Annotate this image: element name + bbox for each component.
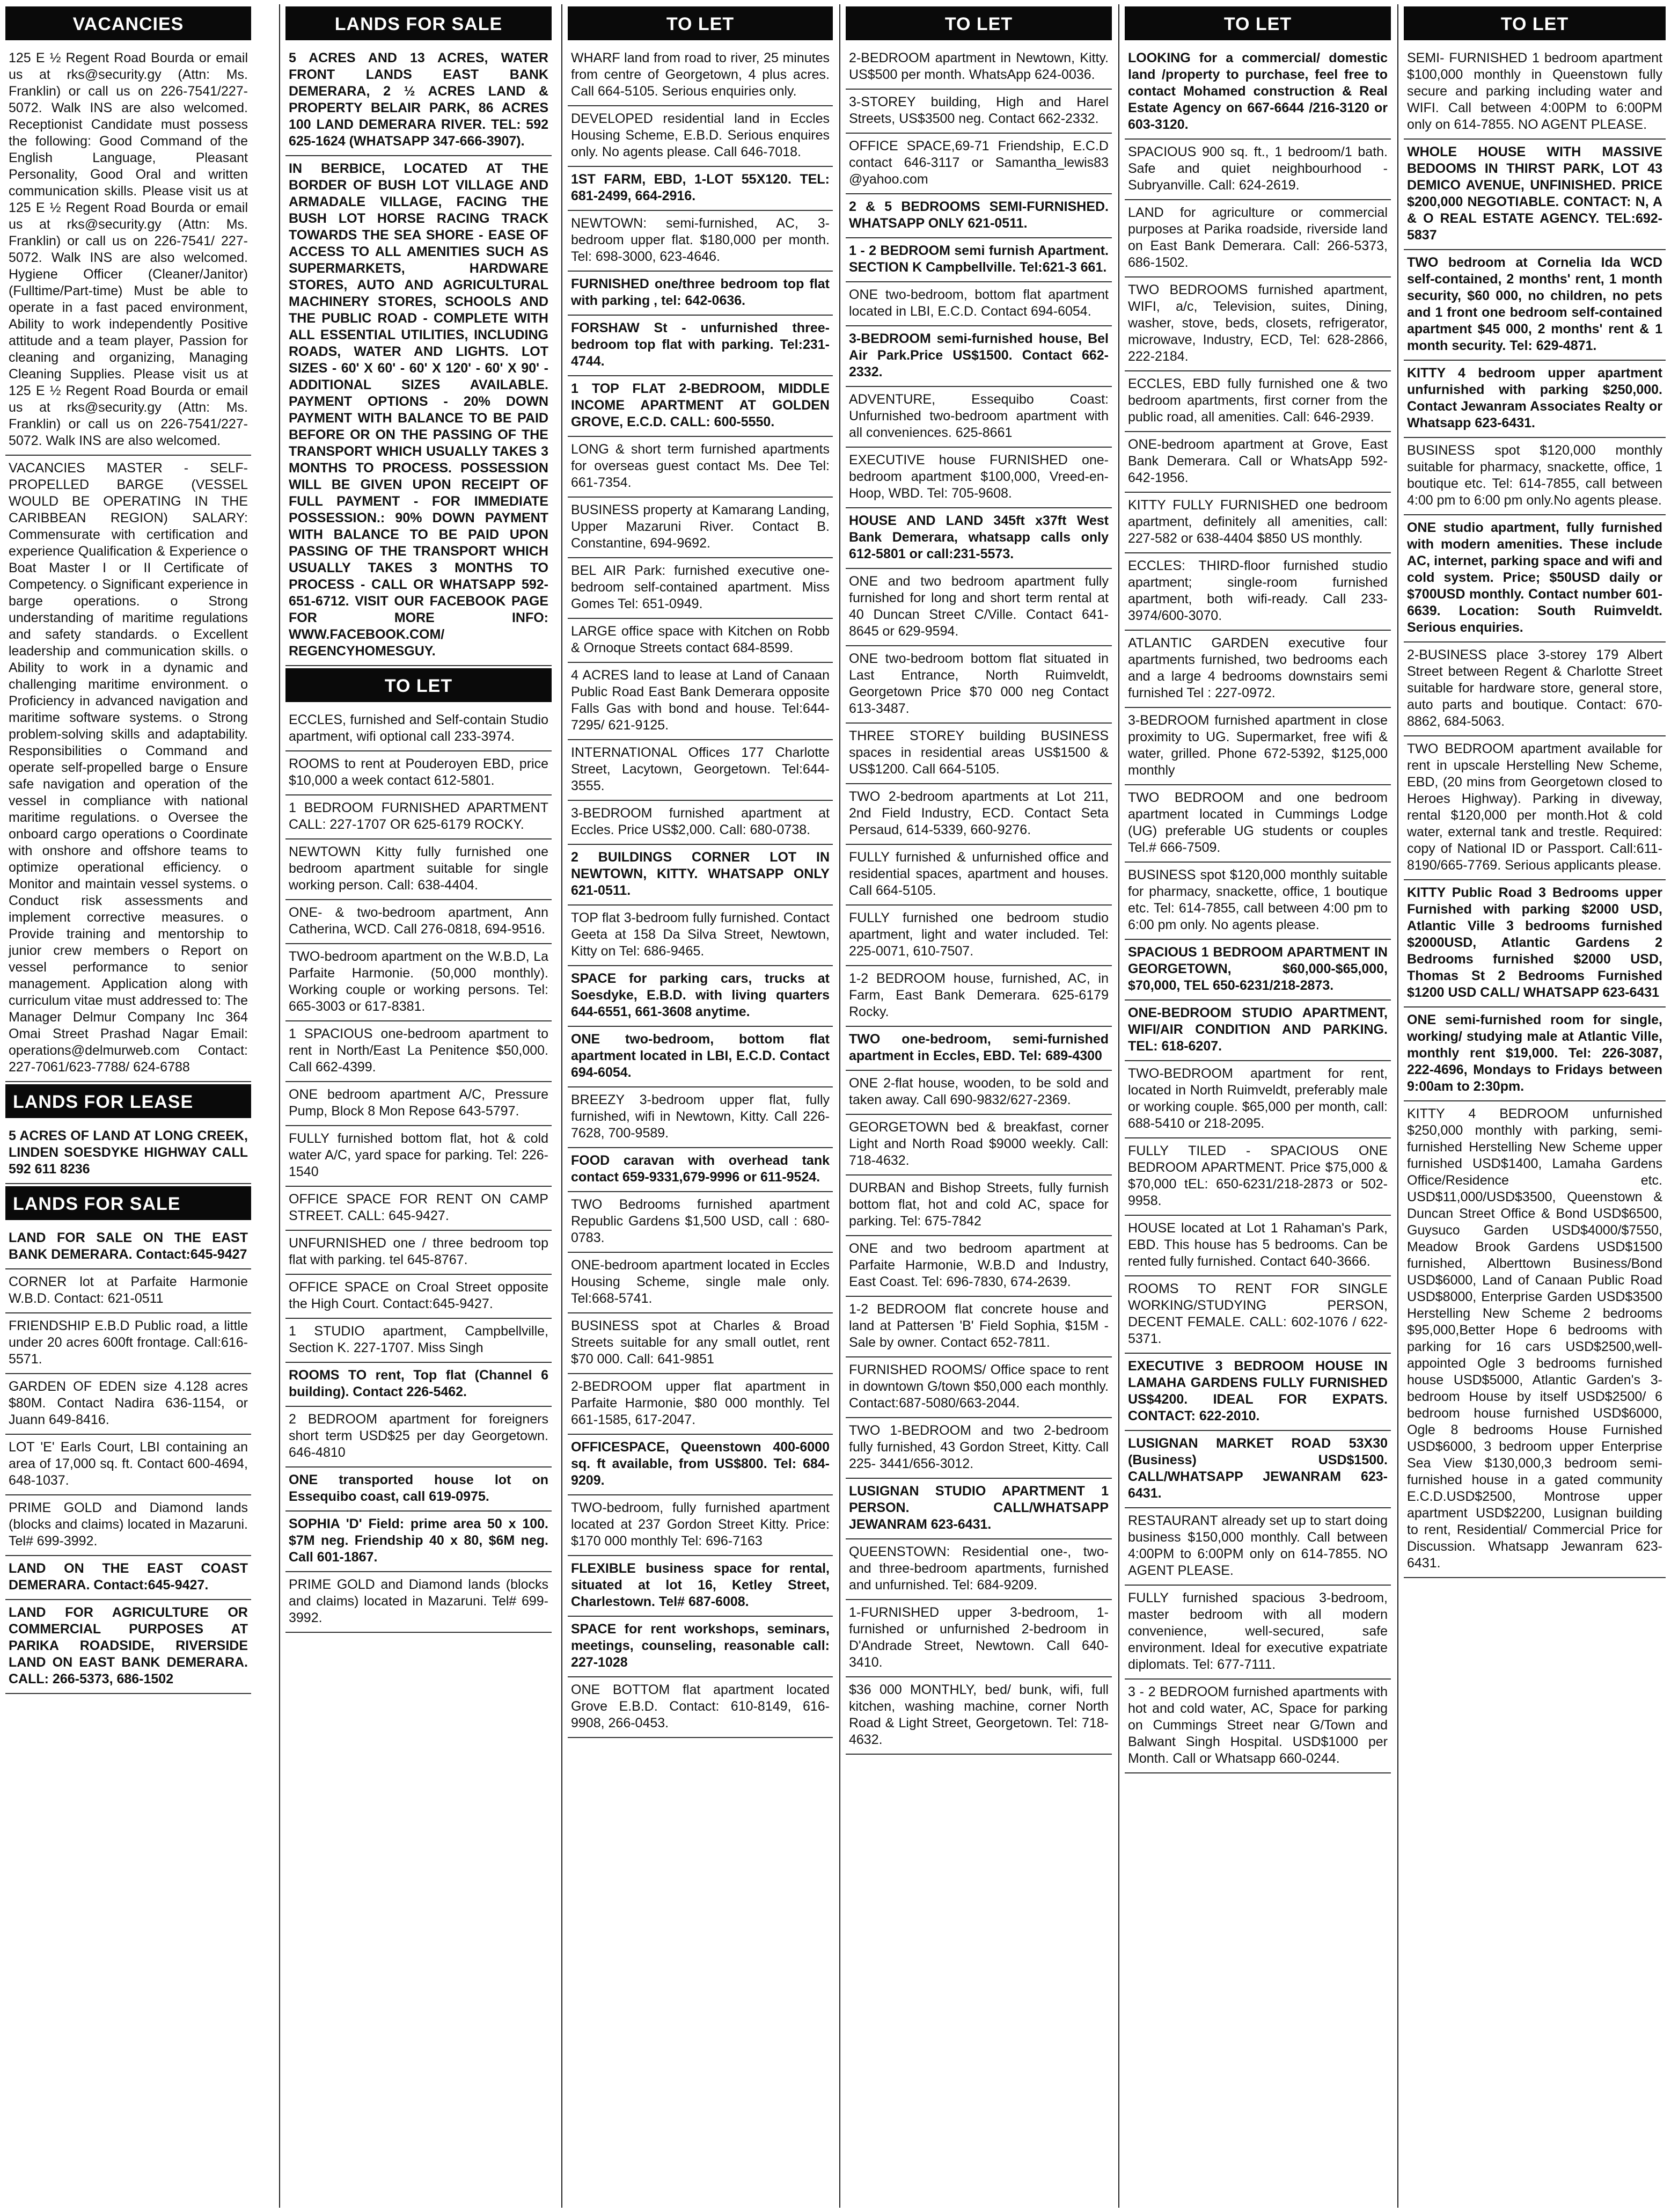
classified-ad: FORSHAW St - unfurnished three-bedroom top flat with parking. Tel:231-4744. — [568, 316, 833, 376]
classified-ad: LUSIGNAN MARKET ROAD 53X30 (Business) USD$1500. CALL/WHATSAPP JEWANRAM 623-6431. — [1125, 1431, 1391, 1508]
column-5 — [1118, 4, 1396, 2208]
classified-ad: SPACE for parking cars, trucks at Soesdyke, E.B.D. with living quarters 644-6551, 661-3608 anytime. — [568, 966, 833, 1027]
classified-ad: LAND FOR AGRICULTURE OR COMMERCIAL PURPOSES AT PARIKA ROADSIDE, RIVERSIDE LAND ON EAST BANK DEMERARA. CALL: 266-5373, 686-1502 — [5, 1600, 251, 1694]
classified-ad: 1-2 BEDROOM house, furnished, AC, in Farm, East Bank Demerara. 625-6179 Rocky. — [846, 966, 1112, 1027]
column-4 — [839, 4, 1117, 2208]
classified-ad: ONE 2-flat house, wooden, to be sold and taken away. Call 690-9832/627-2369. — [846, 1071, 1112, 1115]
section-header-to-let: TO LET — [568, 6, 833, 40]
classified-ad: SEMI- FURNISHED 1 bedroom apartment $100,000 monthly in Queenstown fully secure and parking including water and WIFI. Call between 4:00PM to 6:00PM only on 614-7855. NO AGENT PLEASE. — [1404, 46, 1666, 140]
classified-ad: LOOKING for a commercial/ domestic land /property to purchase, feel free to contact Mohamed construction & Real Estate Agency on 667-6644 /216-3120 or 603-3120. — [1125, 46, 1391, 140]
classified-ad: FURNISHED ROOMS/ Office space to rent in downtown G/town $50,000 each monthly. Contact:687-5080/663-2044. — [846, 1357, 1112, 1418]
section-header-lands-for-sale: LANDS FOR SALE — [285, 6, 552, 40]
classified-ad: 1ST FARM, EBD, 1-LOT 55X120. TEL: 681-2499, 664-2916. — [568, 167, 833, 211]
classified-ad: KITTY FULLY FURNISHED one bedroom apartment, definitely all amenities, call: 227-582 or 638-4404 $850 US monthly. — [1125, 493, 1391, 553]
classified-ad: 3-BEDROOM semi-furnished house, Bel Air Park.Price US$1500. Contact 662-2332. — [846, 326, 1112, 387]
classified-ad: TWO BEDROOM and one bedroom apartment located in Cummings Lodge (UG) preferable UG students or couples Tel.# 666-7509. — [1125, 785, 1391, 863]
classified-ad: ONE semi-furnished room for single, working/ studying male at Atlantic Ville, monthly rent $19,000. Tel: 226-3087, 222-4696, Mondays to Fridays between 9:00am to 2:30pm. — [1404, 1008, 1666, 1101]
classified-ad: 1 TOP FLAT 2-BEDROOM, MIDDLE INCOME APARTMENT AT GOLDEN GROVE, E.C.D. CALL: 600-5550. — [568, 376, 833, 437]
classified-ad: HOUSE AND LAND 345ft x37ft West Bank Demerara, whatsapp calls only 612-5801 or call:231-5573. — [846, 508, 1112, 569]
classified-ad: ONE two-bedroom, bottom flat apartment located in LBI, E.C.D. Contact 694-6054. — [568, 1027, 833, 1087]
ad-list — [846, 46, 1112, 1755]
classified-ad: TWO bedroom at Cornelia Ida WCD self-contained, 2 months' rent, 1 month security, $60 000, no children, no pets and 1 front one bedroom self-contained apartment $45 000, 2 months' rent & 1 month security. Tel: 629-4871. — [1404, 250, 1666, 361]
classified-ad: 1 - 2 BEDROOM semi furnish Apartment. SECTION K Campbellville. Tel:621-3 661. — [846, 238, 1112, 282]
classified-ad: BEL AIR Park: furnished executive one-bedroom self-contained apartment. Miss Gomes Tel: 651-0949. — [568, 558, 833, 619]
classified-ad: ROOMS TO rent, Top flat (Channel 6 building). Contact 226-5462. — [285, 1363, 552, 1407]
classified-ad: FOOD caravan with overhead tank contact 659-9331,679-9996 or 611-9524. — [568, 1148, 833, 1192]
classified-ad: RESTAURANT already set up to start doing business $150,000 monthly. Call between 4:00PM to 6:00PM only on 614-7855. NO AGENT PLEASE. — [1125, 1508, 1391, 1586]
classified-ad: INTERNATIONAL Offices 177 Charlotte Street, Lacytown, Georgetown. Tel:644-3555. — [568, 740, 833, 801]
classified-ad: ONE studio apartment, fully furnished with modern amenities. These include AC, internet, parking space and wifi and cold system. Price; $50USD daily or $700USD monthly. Contact number 601-6639. Location: South Ruimveldt. Serious enquiries. — [1404, 515, 1666, 643]
classified-ad: LUSIGNAN STUDIO APARTMENT 1 PERSON. CALL/WHATSAPP JEWANRAM 623-6431. — [846, 1479, 1112, 1539]
classified-ad: CORNER lot at Parfaite Harmonie W.B.D. Contact: 621-0511 — [5, 1269, 251, 1313]
ad-list — [5, 46, 251, 1082]
classified-ad: SOPHIA 'D' Field: prime area 50 x 100. $7M neg. Friendship 40 x 80, $6M neg. Call 601-1867. — [285, 1512, 552, 1572]
classified-ad: LONG & short term furnished apartments for overseas guest contact Ms. Dee Tel: 661-7354. — [568, 437, 833, 498]
classified-ad: KITTY 4 BEDROOM unfurnished $250,000 monthly with parking, semi-furnished Herstelling New Scheme upper furnished USD$1400, Lamaha Gardens Office/Residence etc. USD$11,000/USD$3500, Queenstown & Duncan Street Office & Bond USD$6500, Guysuco Garden USD$4000/$7550, Meadow Brook Gardens USD$1500 furnished, Alberttown Business/Bond USD$6000, Land of Canaan Public Road USD$8000, Enterprise Garden USD$3500 Herstelling New Scheme 2 bedrooms $95,000,Better Hope 6 bedrooms with parking for 16 cars USD$2500,well-appointed Ogle 3 bedrooms furnished house USD$5000, Atlantic Garden's 3-bedroom House by itself USD$2500/ 6 bedroom house furnished USD$6000, Ogle 8 bedrooms House Furnished USD$6000, 3 bedroom upper Enterprise Sea View $130,000,3 bedroom semi-furnished house in a gated community E.C.D.USD$2500, Montrose upper apartment USD$2200, Lusignan building to rent, Residential/ Commercial Price for Discussion. Whatsapp Jewanram 623-6431. — [1404, 1101, 1666, 1578]
section-header-vacancies: VACANCIES — [5, 6, 251, 40]
classified-ad: 3-STOREY building, High and Harel Streets, US$3500 neg. Contact 662-2332. — [846, 90, 1112, 134]
section-header-to-let: TO LET — [1125, 6, 1391, 40]
column-3 — [561, 4, 838, 2208]
classified-ad: ECCLES, furnished and Self-contain Studio apartment, wifi optional call 233-3974. — [285, 707, 552, 751]
classified-ad: NEWTOWN Kitty fully furnished one bedroom apartment suitable for single working person. Call: 638-4404. — [285, 839, 552, 900]
classified-ad: TWO 2-bedroom apartments at Lot 211, 2nd Field Industry, ECD. Contact Seta Persaud, 614-5339, 660-9276. — [846, 784, 1112, 845]
classified-ad: FLEXIBLE business space for rental, situated at lot 16, Ketley Street, Charlestown. Tel# 687-6008. — [568, 1556, 833, 1617]
classified-ad: ONE two-bedroom, bottom flat apartment located in LBI, E.C.D. Contact 694-6054. — [846, 282, 1112, 326]
classified-ad: ONE and two bedroom apartment at Parfaite Harmonie, W.B.D and Industry, East Coast. Tel: 696-7830, 674-2639. — [846, 1236, 1112, 1297]
classified-ad: THREE STOREY building BUSINESS spaces in residential areas US$1500 & US$1200. Call 664-5105. — [846, 724, 1112, 784]
ad-list — [285, 46, 552, 666]
classified-ad: EXECUTIVE 3 BEDROOM HOUSE IN LAMAHA GARDENS FULLY FURNISHED US$4200. IDEAL FOR EXPATS. CONTACT: 622-2010. — [1125, 1354, 1391, 1431]
classified-ad: FULLY furnished spacious 3-bedroom, master bedroom with all modern convenience, well-secured, safe environment. Ideal for executive expatriate diplomats. Tel: 677-7111. — [1125, 1586, 1391, 1680]
classified-ad: WHOLE HOUSE WITH MASSIVE BEDOOMS IN THIRST PARK, LOT 43 DEMICO AVENUE, UNFINISHED. PRICE $200,000 NEGOTIABLE. CONTACT: N, A & O REAL ESTATE AGENCY. TEL:692-5837 — [1404, 140, 1666, 250]
classified-ad: 1 STUDIO apartment, Campbellville, Section K. 227-1707. Miss Singh — [285, 1319, 552, 1363]
classified-ad: 125 E ½ Regent Road Bourda or email us at rks@security.gy (Attn: Ms. Franklin) or call us on 226-7541/227-5072. Walk INS are also welcomed. Receptionist Candidate must possess the following: Good Command of the English Language, Pleasant Personality, Good Oral and written communication skills. Please visit us at 125 E ½ Regent Road Bourda or email us at rks@security.gy (Attn: Ms. Franklin) or call us on 226-7541/ 227-5072. Walk INS are also welcomed. Hygiene Officer (Cleaner/Janitor) (Fulltime/Part-time) Must be able to operate in a fast paced environment, Ability to work independently Positive attitude and a team player, Passion for cleaning and organizing, Managing Cleaning Supplies. Please visit us at 125 E ½ Regent Road Bourda or email us at rks@security.gy (Attn: Ms. Franklin) or call us on 226-7541/227-5072. Walk INS are also welcomed. — [5, 46, 251, 456]
classified-ad: BREEZY 3-bedroom upper flat, fully furnished, wifi in Newtown, Kitty. Call 226-7628, 700-9589. — [568, 1087, 833, 1148]
section-header-to-let: TO LET — [285, 668, 552, 702]
classified-ad: ONE-bedroom apartment located in Eccles Housing Scheme, single male only. Tel:668-5741. — [568, 1253, 833, 1313]
classified-ad: ONE and two bedroom apartment fully furnished for long and short term rental at 40 Duncan Street C/Ville. Contact 641-8645 or 629-9594. — [846, 569, 1112, 646]
classified-ad: 5 ACRES AND 13 ACRES, WATER FRONT LANDS EAST BANK DEMERARA, 2 ½ ACRES LAND & PROPERTY BELAIR PARK, 86 ACRES 100 LAND DEMERARA RIVER. TEL: 592 625-1624 (WHATSAPP 347-666-3907). — [285, 46, 552, 156]
classified-ad: SPACIOUS 900 sq. ft., 1 bedroom/1 bath. Safe and quiet neighbourhood - Subryanville. Call: 624-2619. — [1125, 140, 1391, 200]
classified-ad: ROOMS to rent at Pouderoyen EBD, price $10,000 a week contact 612-5801. — [285, 751, 552, 795]
classified-ad: LARGE office space with Kitchen on Robb & Ornoque Streets contact 684-8599. — [568, 619, 833, 663]
classified-ad: SPACIOUS 1 BEDROOM APARTMENT IN GEORGETOWN, $60,000-$65,000, $70,000, TEL 650-6231/218-2873. — [1125, 940, 1391, 1001]
ad-list — [5, 1225, 251, 1694]
classified-ad: PRIME GOLD and Diamond lands (blocks and claims) located in Mazaruni. Tel# 699-3992. — [5, 1495, 251, 1556]
classified-ad: ONE bedroom apartment A/C, Pressure Pump, Block 8 Mon Repose 643-5797. — [285, 1082, 552, 1126]
classified-ad: FURNISHED one/three bedroom top flat with parking , tel: 642-0636. — [568, 272, 833, 316]
classified-ad: IN BERBICE, LOCATED AT THE BORDER OF BUSH LOT VILLAGE AND ARMADALE VILLAGE, FACING THE BUSH LOT HORSE RACING TRACK TOWARDS THE SEA SHORE - EASE OF ACCESS TO ALL AMENITIES SUCH AS SUPERMARKETS, HARDWARE STORES, AUTO AND AGRICULTURAL MACHINERY STORES, SCHOOLS AND THE PUBLIC ROAD - COMPLETE WITH ALL ESSENTIAL UTILITIES, INCLUDING ROADS, WATER AND LIGHTS. LOT SIZES - 60' X 60' - 60' X 120' - 60' X 90' - ADDITIONAL SIZES AVAILABLE. PAYMENT OPTIONS - 20% DOWN PAYMENT WITH BALANCE TO BE PAID BEFORE OR ON THE PASSING OF THE TRANSPORT WHICH USUALLY TAKES 3 MONTHS TO PROCESS. POSSESSION WILL BE GIVEN UPON RECEIPT OF FULL PAYMENT - FOR IMMEDIATE POSSESSION.: 90% DOWN PAYMENT WITH BALANCE TO BE PAID UPON PASSING OF THE TRANSPORT WHICH USUALLY TAKES 3 MONTHS TO PROCESS - CALL OR WHATSAPP 592-651-6712. VISIT OUR FACEBOOK PAGE FOR MORE INFO: WWW.FACEBOOK.COM/ REGENCYHOMESGUY. — [285, 156, 552, 666]
classified-ad: QUEENSTOWN: Residential one-, two- and three-bedroom apartments, furnished and unfurnished. Tel: 684-9209. — [846, 1539, 1112, 1600]
classified-ad: 3-BEDROOM furnished apartment at Eccles. Price US$2,000. Call: 680-0738. — [568, 801, 833, 845]
classified-ad: GARDEN OF EDEN size 4.128 acres $80M. Contact Nadira 636-1154, or Juann 649-8416. — [5, 1374, 251, 1435]
section-header-to-let: TO LET — [1404, 6, 1666, 40]
classified-ad: TWO 1-BEDROOM and two 2-bedroom fully furnished, 43 Gordon Street, Kitty. Call 225- 3441/656-3012. — [846, 1418, 1112, 1479]
classified-ad: LOT 'E' Earls Court, LBI containing an area of 17,000 sq. ft. Contact 600-4694, 648-1037. — [5, 1435, 251, 1495]
classified-ad: ONE two-bedroom bottom flat situated in Last Entrance, North Ruimveldt, Georgetown Price $70 000 neg Contact 613-3487. — [846, 646, 1112, 724]
section-header-lands-for-lease: LANDS FOR LEASE — [5, 1084, 251, 1118]
classified-ad: 2-BUSINESS place 3-storey 179 Albert Street between Regent & Charlotte Street suitable for hardware store, general store, auto parts and boutique. Contact: 670-8862, 684-5063. — [1404, 643, 1666, 736]
classified-ad: BUSINESS property at Kamarang Landing, Upper Mazaruni River. Contact B. Constantine, 694-9692. — [568, 498, 833, 558]
classified-ad: 3 - 2 BEDROOM furnished apartments with hot and cold water, AC, Space for parking on Cummings Street near G/Town and Balwant Singh Hospital. USD$1000 per Month. Call or Whatsapp 660-0244. — [1125, 1680, 1391, 1773]
classified-ad: BUSINESS spot $120,000 monthly suitable for pharmacy, snackette, office, 1 boutique etc. Tel: 614-7855, call between 4:00 pm to 6:00 pm only. No agents please. — [1125, 863, 1391, 940]
classified-ad: 2 BEDROOM apartment for foreigners short term USD$25 per day Georgetown. 646-4810 — [285, 1407, 552, 1468]
classified-ad: VACANCIES MASTER - SELF-PROPELLED BARGE (VESSEL WOULD BE OPERATING IN THE CARIBBEAN REGION) SALARY: Commensurate with certification and experience Qualification & Experience o Boat Master I or II Certificate of Competency. o Significant experience in barge operations. o Strong understanding of maritime regulations and safety standards. o Excellent leadership and communication skills. o Ability to work in a dynamic and challenging maritime environment. o Proficiency in advanced navigation and maritime software systems. o Strong problem-solving skills and adaptability. Responsibilities o Command and operate self-propelled barge o Ensure safe navigation and operation of the vessel in compliance with national maritime regulations. o Oversee the onboard cargo operations o Coordinate with onshore and offshore teams to optimize operational efficiency. o Monitor and maintain vessel systems. o Conduct risk assessments and implement corrective measures. o Provide training and mentorship to junior crew members o Report on vessel performance to senior management. Application along with curriculum vitae must addressed to: The Manager Delmur Company Inc 364 Omai Street Prashad Nagar Email: operations@delmurweb.com Contact: 227-7061/623-7788/ 624-6788 — [5, 456, 251, 1082]
column-6 — [1397, 4, 1671, 2208]
classified-ad: FULLY furnished & unfurnished office and residential spaces, apartment and houses. Call 664-5105. — [846, 845, 1112, 906]
classified-ad: TOP flat 3-bedroom fully furnished. Contact Geeta at 158 Da Silva Street, Newtown, Kitty on Tel: 686-9465. — [568, 906, 833, 966]
classified-ad: KITTY 4 bedroom upper apartment unfurnished with parking $250,000. Contact Jewanram Associates Realty or Whatsapp 623-6431. — [1404, 361, 1666, 438]
classified-ad: ADVENTURE, Essequibo Coast: Unfurnished two-bedroom apartment with all conveniences. 625-8661 — [846, 387, 1112, 448]
classified-ad: DEVELOPED residential land in Eccles Housing Scheme, E.B.D. Serious enquires only. No agents please. Call 646-7018. — [568, 106, 833, 167]
classified-ad: 1 SPACIOUS one-bedroom apartment to rent in North/East La Penitence $50,000. Call 662-4399. — [285, 1021, 552, 1082]
classified-ad: FULLY furnished bottom flat, hot & cold water A/C, yard space for parking. Tel: 226-1540 — [285, 1126, 552, 1187]
classified-ad: $36 000 MONTHLY, bed/ bunk, wifi, full kitchen, washing machine, corner North Road & Light Street, Georgetown. Tel: 718-4632. — [846, 1677, 1112, 1755]
classified-ad: UNFURNISHED one / three bedroom top flat with parking. tel 645-8767. — [285, 1231, 552, 1275]
classified-ad: DURBAN and Bishop Streets, fully furnish bottom flat, hot and cold AC, space for parking. Tel: 675-7842 — [846, 1176, 1112, 1236]
classified-ad: 2 BUILDINGS CORNER LOT IN NEWTOWN, KITTY. WHATSAPP ONLY 621-0511. — [568, 845, 833, 906]
classified-ad: FRIENDSHIP E.B.D Public road, a little under 20 acres 600ft frontage. Call:616-5571. — [5, 1313, 251, 1374]
classified-ad: ONE-bedroom apartment at Grove, East Bank Demerara. Call or WhatsApp 592-642-1956. — [1125, 432, 1391, 493]
classified-ad: OFFICE SPACE,69-71 Friendship, E.C.D contact 646-3117 or Samantha_lewis83 @yahoo.com — [846, 134, 1112, 194]
classified-ad: TWO-bedroom apartment on the W.B.D, La Parfaite Harmonie. (50,000 monthly). Working couple or working persons. Tel: 665-3003 or 617-8381. — [285, 944, 552, 1021]
classified-ad: LAND FOR SALE ON THE EAST BANK DEMERARA. Contact:645-9427 — [5, 1225, 251, 1269]
classified-ad: 2-BEDROOM apartment in Newtown, Kitty. US$500 per month. WhatsApp 624-0036. — [846, 46, 1112, 90]
classified-ad: 2 & 5 BEDROOMS SEMI-FURNISHED. WHATSAPP ONLY 621-0511. — [846, 194, 1112, 238]
classified-ad: 1-2 BEDROOM flat concrete house and land at Pattersen 'B' Field Sophia, $15M - Sale by owner. Contact 652-7811. — [846, 1297, 1112, 1357]
classified-ad: WHARF land from road to river, 25 minutes from centre of Georgetown, 4 plus acres. Call 664-5105. Serious enquiries only. — [568, 46, 833, 106]
ad-list — [5, 1123, 251, 1184]
classified-ad: SPACE for rent workshops, seminars, meetings, counseling, reasonable call: 227-1028 — [568, 1617, 833, 1677]
classified-ad: FULLY furnished one bedroom studio apartment, light and water included. Tel: 225-0071, 610-7507. — [846, 906, 1112, 966]
classified-ad: LAND for agriculture or commercial purposes at Parika roadside, riverside land on East Bank Demerara. Call: 266-5373, 686-1502. — [1125, 200, 1391, 278]
classified-ad: TWO-BEDROOM apartment for rent, located in North Ruimveldt, preferably male or working couple. $65,000 per month, call: 688-5410 or 218-2095. — [1125, 1061, 1391, 1138]
classified-ad: BUSINESS spot at Charles & Broad Streets suitable for any small outlet, rent $70 000. Call: 641-9851 — [568, 1313, 833, 1374]
classified-ad: TWO Bedrooms furnished apartment Republic Gardens $1,500 USD, call : 680-0783. — [568, 1192, 833, 1253]
column-2 — [279, 4, 557, 2208]
ad-list — [285, 707, 552, 1633]
classified-ad: TWO BEDROOM apartment available for rent in upscale Herstelling New Scheme, EBD, (20 mins from Georgetown closed to Heroes Highway). Parking in diveway, rental $120,000 per month.Hot & cold water, external tank and trestle. Required: copy of National ID or Passport. Call:611-8190/665-7769. Serious applicants please. — [1404, 736, 1666, 880]
classified-ad: TWO-bedroom, fully furnished apartment located at 237 Gordon Street Kitty. Price: $170 000 monthly Tel: 696-7163 — [568, 1495, 833, 1556]
ad-list — [1404, 46, 1666, 1578]
classified-ad: BUSINESS spot $120,000 monthly suitable for pharmacy, snackette, office, 1 boutique etc. Tel: 614-7855, call between 4:00 pm to 6:00 pm only.No agents please. — [1404, 438, 1666, 515]
classified-ad: KITTY Public Road 3 Bedrooms upper Furnished with parking $2000 USD, Atlantic Ville 3 bedrooms furnished $2000USD, Atlantic Gardens 2 Bedrooms furnished $2000 USD, Thomas St 2 Bedrooms Furnished $1200 USD CALL/ WHATSAPP 623-6431 — [1404, 880, 1666, 1008]
classified-ad: ROOMS TO RENT FOR SINGLE WORKING/STUDYING PERSON, DECENT FEMALE. CALL: 602-1076 / 622-5371. — [1125, 1276, 1391, 1354]
section-header-to-let: TO LET — [846, 6, 1112, 40]
classified-ad: OFFICE SPACE on Croal Street opposite the High Court. Contact:645-9427. — [285, 1275, 552, 1319]
classified-ad: FULLY TILED - SPACIOUS ONE BEDROOM APARTMENT. Price $75,000 & $70,000 tEL: 650-6231/218-2873 or 502-9958. — [1125, 1138, 1391, 1216]
classified-ad: ONE-BEDROOM STUDIO APARTMENT, WIFI/AIR CONDITION AND PARKING. TEL: 618-6207. — [1125, 1001, 1391, 1061]
classified-ad: 2-BEDROOM upper flat apartment in Parfaite Harmonie, $80 000 monthly. Tel 661-1585, 617-2047. — [568, 1374, 833, 1435]
classified-ad: NEWTOWN: semi-furnished, AC, 3-bedroom upper flat. $180,000 per month. Tel: 698-3000, 623-4646. — [568, 211, 833, 272]
classified-ad: ECCLES: THIRD-floor furnished studio apartment; single-room furnished apartment, both wifi-ready. Call 233-3974/600-3070. — [1125, 553, 1391, 631]
column-1 — [0, 4, 256, 2208]
classified-ad: PRIME GOLD and Diamond lands (blocks and claims) located in Mazaruni. Tel# 699-3992. — [285, 1572, 552, 1633]
ad-list — [1125, 46, 1391, 1773]
classified-ad: ONE transported house lot on Essequibo coast, call 619-0975. — [285, 1468, 552, 1512]
classified-ad: TWO BEDROOMS furnished apartment, WIFI, a/c, Television, suites, Dining, washer, stove, beds, closets, refrigerator, microwave, Industry, ECD, Tel: 628-2866, 222-2184. — [1125, 278, 1391, 371]
classified-ad: LAND ON THE EAST COAST DEMERARA. Contact:645-9427. — [5, 1556, 251, 1600]
classified-ad: OFFICESPACE, Queenstown 400-6000 sq. ft available, from US$800. Tel: 684-9209. — [568, 1435, 833, 1495]
classified-ad: GEORGETOWN bed & breakfast, corner Light and North Road $9000 weekly. Call: 718-4632. — [846, 1115, 1112, 1176]
classified-ad: 4 ACRES land to lease at Land of Canaan Public Road East Bank Demerara opposite Falls Gas with bond and house. Tel:644-7295/ 621-9125. — [568, 663, 833, 740]
classified-ad: ONE BOTTOM flat apartment located Grove E.B.D. Contact: 610-8149, 616-9908, 266-0453. — [568, 1677, 833, 1738]
classified-ad: OFFICE SPACE FOR RENT ON CAMP STREET. CALL: 645-9427. — [285, 1187, 552, 1231]
classified-ad: ECCLES, EBD fully furnished one & two bedroom apartments, first corner from the public road, all amenities. Call: 646-2939. — [1125, 371, 1391, 432]
classified-ad: 5 ACRES OF LAND AT LONG CREEK, LINDEN SOESDYKE HIGHWAY CALL 592 611 8236 — [5, 1123, 251, 1184]
classified-ad: HOUSE located at Lot 1 Rahaman's Park, EBD. This house has 5 bedrooms. Can be rented fully furnished. Contact 640-3666. — [1125, 1216, 1391, 1276]
classified-ad: 1-FURNISHED upper 3-bedroom, 1-furnished or unfurnished 2-bedroom in D'Andrade Street, Newtown. Call 640-3410. — [846, 1600, 1112, 1677]
section-header-lands-for-sale: LANDS FOR SALE — [5, 1186, 251, 1220]
classified-ad: ONE- & two-bedroom apartment, Ann Catherina, WCD. Call 276-0818, 694-9516. — [285, 900, 552, 944]
classified-ad: 1 BEDROOM FURNISHED APARTMENT CALL: 227-1707 OR 625-6179 ROCKY. — [285, 795, 552, 839]
classified-ad: EXECUTIVE house FURNISHED one-bedroom apartment $100,000, Vreed-en-Hoop, WBD. Tel: 705-9608. — [846, 448, 1112, 508]
classified-ad: TWO one-bedroom, semi-furnished apartment in Eccles, EBD. Tel: 689-4300 — [846, 1027, 1112, 1071]
classified-ad: 3-BEDROOM furnished apartment in close proximity to UG. Supermarket, free wifi & water, grilled. Phone 672-5392, $125,000 monthly — [1125, 708, 1391, 785]
ad-list — [568, 46, 833, 1738]
classified-ad: ATLANTIC GARDEN executive four apartments furnished, two bedrooms each and a large 4 bedrooms downstairs semi furnished Tel : 227-0972. — [1125, 631, 1391, 708]
